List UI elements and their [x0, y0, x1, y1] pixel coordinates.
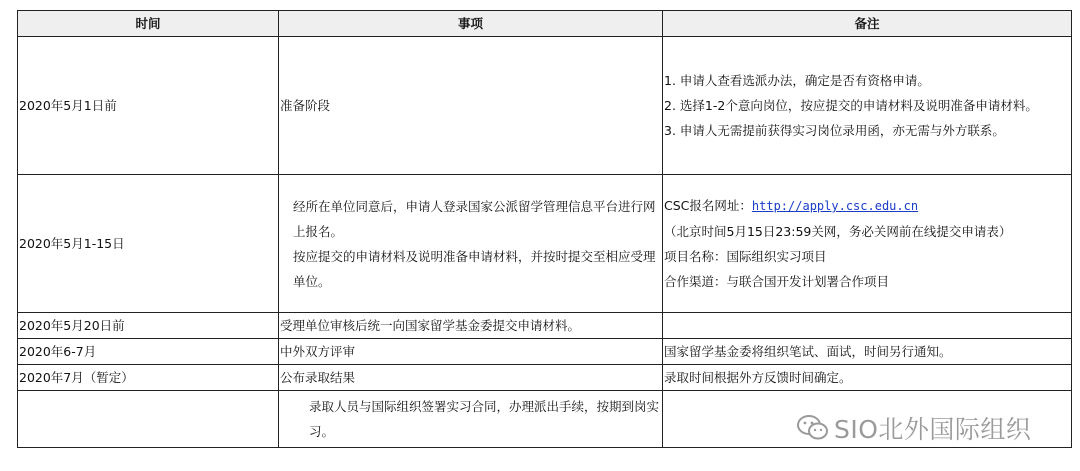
header-time: 时间 — [18, 11, 279, 37]
wechat-icon — [796, 414, 830, 448]
row-note — [663, 175, 1072, 313]
note-line: 2. 选择1-2个意向岗位，按应提交的申请材料及说明准备申请材料。 — [664, 98, 1038, 113]
header-note: 备注 — [663, 11, 1072, 37]
header-row — [18, 11, 1072, 37]
row-item: 受理单位审核后统一向国家留学基金委提交申请材料。 — [279, 313, 663, 339]
table-row — [18, 313, 1072, 339]
header-item: 事项 — [279, 11, 663, 37]
url-prefix: CSC报名网址： — [664, 198, 752, 213]
schedule-table — [17, 10, 1072, 448]
table-row — [18, 37, 1072, 175]
item-line: 按应提交的申请材料及说明准备申请材料，并按时提交至相应受理单位。 — [293, 248, 656, 289]
watermark — [796, 410, 1031, 448]
row-item — [279, 175, 663, 313]
row-time: 2020年6-7月 — [18, 339, 279, 365]
watermark-text: SIO北外国际组织 — [834, 415, 1032, 444]
row-note: 录取时间根据外方反馈时间确定。 — [663, 365, 1072, 391]
note-line: 项目名称：国际组织实习项目 — [664, 249, 827, 264]
item-line: 经所在单位同意后，申请人登录国家公派留学管理信息平台进行网上报名。 — [293, 198, 656, 239]
note-url-line — [664, 193, 1070, 219]
note-line: 合作渠道：与联合国开发计划署合作项目 — [664, 274, 890, 289]
csc-apply-link[interactable]: http://apply.csc.edu.cn — [751, 199, 919, 213]
note-line: 1. 申请人查看选派办法，确定是否有资格申请。 — [664, 73, 930, 88]
row-time: 2020年5月1日前 — [18, 37, 279, 175]
row-note — [663, 313, 1072, 339]
row-item: 准备阶段 — [279, 37, 663, 175]
row-time: 2020年5月20日前 — [18, 313, 279, 339]
note-line: 3. 申请人无需提前获得实习岗位录用函，亦无需与外方联系。 — [664, 123, 1005, 138]
note-line: （北京时间5月15日23:59关网，务必关网前在线提交申请表） — [664, 224, 1012, 239]
row-item: 录取人员与国际组织签署实习合同，办理派出手续，按期到岗实习。 — [279, 391, 663, 448]
row-item: 公布录取结果 — [279, 365, 663, 391]
table-row — [18, 175, 1072, 313]
row-item: 中外双方评审 — [279, 339, 663, 365]
table-row — [18, 365, 1072, 391]
row-time: 2020年5月1-15日 — [18, 175, 279, 313]
row-time: 2020年7月（暂定） — [18, 365, 279, 391]
table-row — [18, 339, 1072, 365]
row-note: 国家留学基金委将组织笔试、面试，时间另行通知。 — [663, 339, 1072, 365]
row-time — [18, 391, 279, 448]
row-note — [663, 37, 1072, 175]
